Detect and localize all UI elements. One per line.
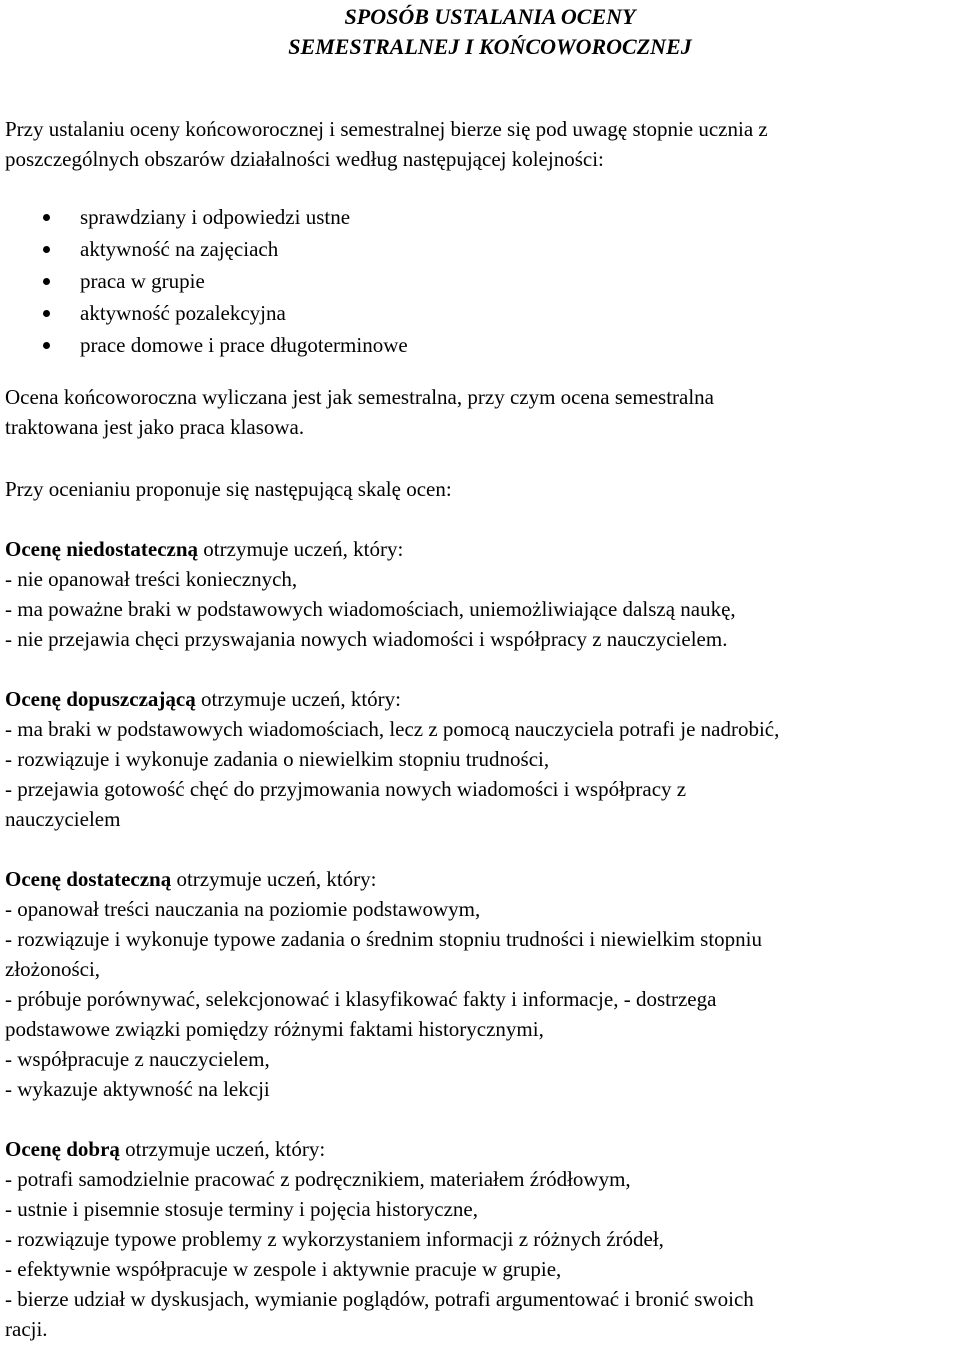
grade-dopuszczajaca — [5, 684, 957, 834]
criterion-line: - współpracuje z nauczycielem, — [5, 1047, 270, 1071]
criterion-line: - rozwiązuje i wykonuje zadania o niewielkim stopniu trudności, — [5, 747, 550, 771]
grade-name: Ocenę dobrą — [5, 1137, 120, 1161]
criterion-line: - rozwiązuje typowe problemy z wykorzystaniem informacji z różnych źródeł, — [5, 1227, 664, 1251]
criterion-line: - próbuje porównywać, selekcjonować i klasyfikować fakty i informacje, - dostrzega — [5, 987, 717, 1011]
list-item-label: prace domowe i prace długoterminowe — [80, 333, 408, 357]
document-title — [0, 2, 960, 62]
criterion-line: - bierze udział w dyskusjach, wymianie poglądów, potrafi argumentować i bronić swoich — [5, 1287, 754, 1311]
criterion-line: nauczycielem — [5, 807, 121, 831]
grade-dobra — [5, 1134, 957, 1344]
criterion-line: podstawowe związki pomiędzy różnymi faktami historycznymi, — [5, 1017, 544, 1041]
criterion-line: - rozwiązuje i wykonuje typowe zadania o średnim stopniu trudności i niewielkim stopniu — [5, 927, 763, 951]
bullet-icon — [43, 342, 50, 349]
final-grade-note — [5, 382, 957, 442]
bullet-icon — [43, 246, 50, 253]
grade-niedostateczna — [5, 534, 957, 654]
criterion-line: złożoności, — [5, 957, 101, 981]
criterion-line: racji. — [5, 1317, 48, 1341]
list-item — [5, 202, 957, 234]
final-note-line-2: traktowana jest jako praca klasowa. — [5, 415, 305, 439]
list-item-label: praca w grupie — [80, 269, 205, 293]
list-item — [5, 330, 957, 362]
criterion-line: - ustnie i pisemnie stosuje terminy i pojęcia historyczne, — [5, 1197, 478, 1221]
grade-suffix: otrzymuje uczeń, który: — [195, 687, 401, 711]
intro-line-1: Przy ustalaniu oceny końcoworocznej i semestralnej bierze się pod uwagę stopnie ucznia z — [5, 117, 768, 141]
grade-suffix: otrzymuje uczeń, który: — [171, 867, 377, 891]
list-item — [5, 266, 957, 298]
criterion-line: - nie przejawia chęci przyswajania nowych wiadomości i współpracy z nauczycielem. — [5, 627, 728, 651]
list-item — [5, 298, 957, 330]
bullet-icon — [43, 278, 50, 285]
list-item-label: aktywność pozalekcyjna — [80, 301, 286, 325]
final-note-line-1: Ocena końcoworoczna wyliczana jest jak semestralna, przy czym ocena semestralna — [5, 385, 715, 409]
document-page — [5, 0, 957, 1344]
criterion-line: - wykazuje aktywność na lekcji — [5, 1077, 270, 1101]
list-item-label: aktywność na zajęciach — [80, 237, 279, 261]
criterion-line: - efektywnie współpracuje w zespole i aktywnie pracuje w grupie, — [5, 1257, 562, 1281]
grade-suffix: otrzymuje uczeń, który: — [119, 1137, 326, 1161]
grade-name: Ocenę niedostateczną — [5, 537, 199, 561]
bullet-icon — [43, 214, 50, 221]
criterion-line: - opanował treści nauczania na poziomie podstawowym, — [5, 897, 481, 921]
intro-paragraph — [5, 114, 957, 174]
grade-suffix: otrzymuje uczeń, który: — [198, 537, 404, 561]
grade-name: Ocenę dopuszczającą — [5, 687, 196, 711]
list-item — [5, 234, 957, 266]
title-line-2: SEMESTRALNEJ I KOŃCOWOROCZNEJ — [288, 34, 692, 59]
intro-line-2: poszczególnych obszarów działalności według następującej kolejności: — [5, 147, 604, 171]
criterion-line: - przejawia gotowość chęć do przyjmowania nowych wiadomości i współpracy z — [5, 777, 687, 801]
bullet-icon — [43, 310, 50, 317]
grade-name: Ocenę dostateczną — [5, 867, 172, 891]
criterion-line: - ma braki w podstawowych wiadomościach, lecz z pomocą nauczyciela potrafi je nadrobić, — [5, 717, 780, 741]
scale-intro: Przy ocenianiu proponuje się następującą skalę ocen: — [5, 477, 452, 501]
grade-dostateczna — [5, 864, 957, 1104]
list-item-label: sprawdziany i odpowiedzi ustne — [80, 205, 351, 229]
title-line-1: SPOSÓB USTALANIA OCENY — [344, 4, 636, 29]
criterion-line: - ma poważne braki w podstawowych wiadomościach, uniemożliwiające dalszą naukę, — [5, 597, 736, 621]
areas-list — [5, 202, 957, 362]
criterion-line: - nie opanował treści koniecznych, — [5, 567, 298, 591]
criterion-line: - potrafi samodzielnie pracować z podręcznikiem, materiałem źródłowym, — [5, 1167, 631, 1191]
